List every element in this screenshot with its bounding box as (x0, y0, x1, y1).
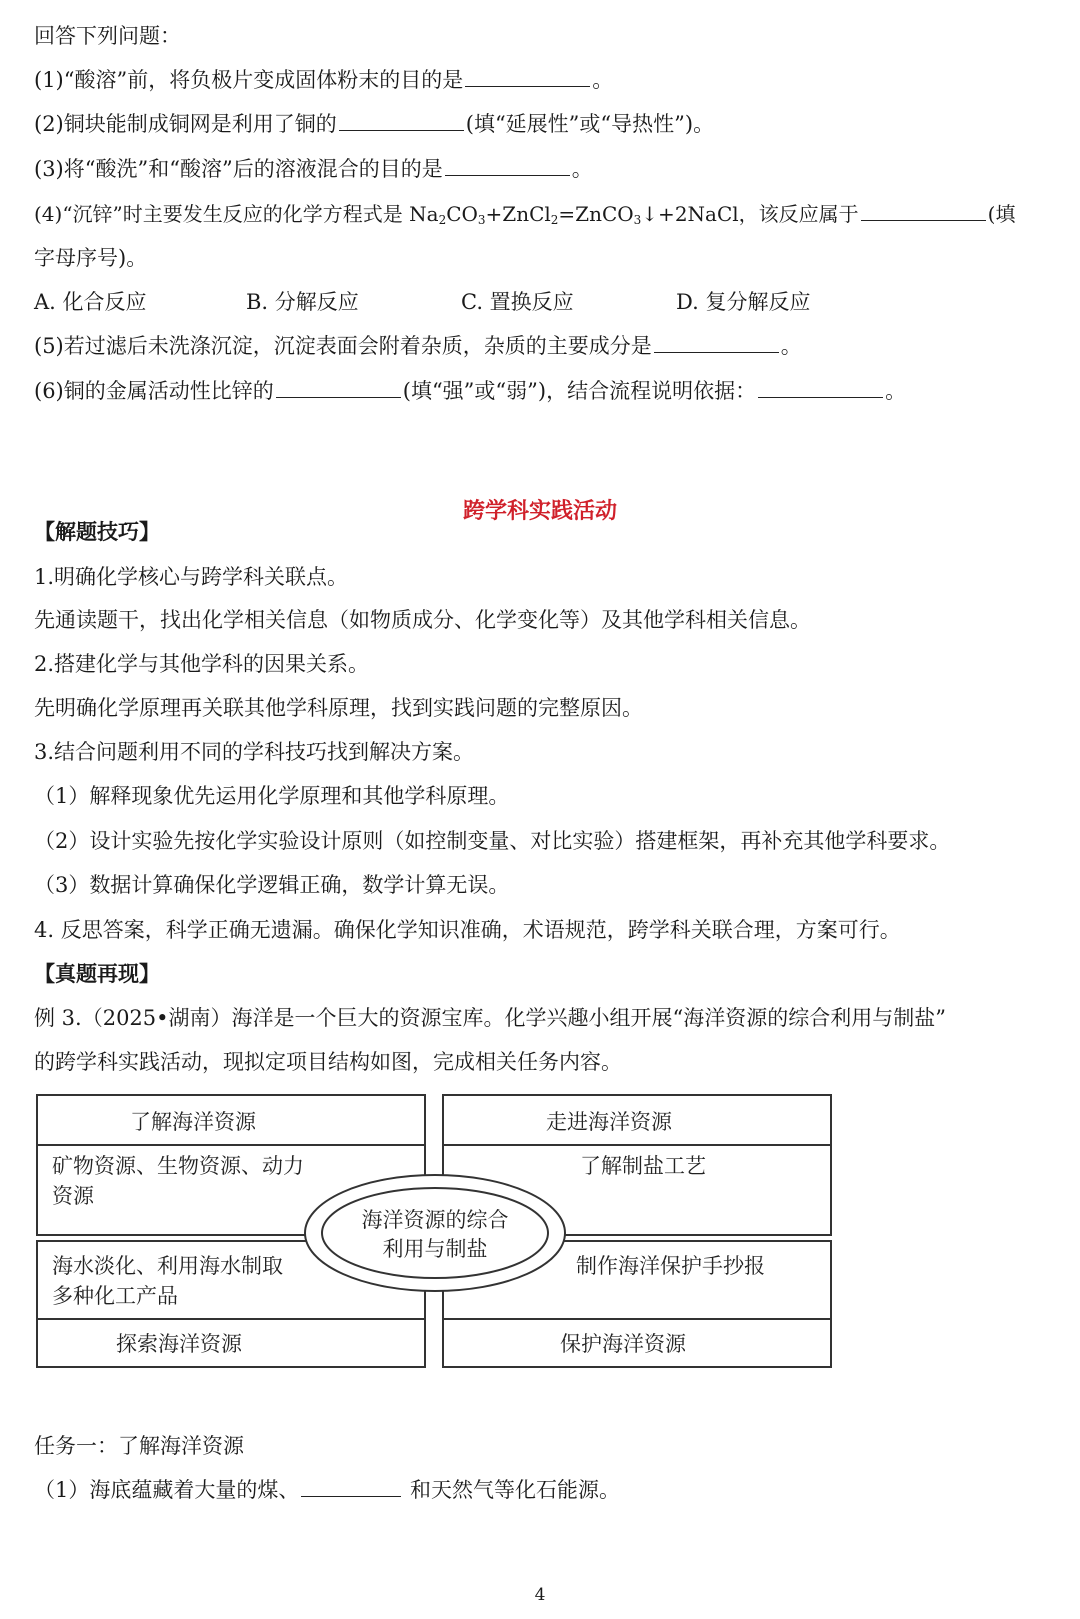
box-top-right-heading: 走进海洋资源 (546, 1110, 672, 1134)
question-3-end: 。 (571, 157, 593, 181)
option-d: D. 复分解反应 (676, 290, 811, 314)
tip-line: （3）数据计算确保化学逻辑正确，数学计算无误。 (34, 873, 510, 897)
question-2-hint: (填“延展性”或“导热性”)。 (465, 112, 715, 136)
tip-line: 4. 反思答案，科学正确无遗漏。确保化学知识准确，术语规范，跨学科关联合理，方案可行。 (34, 918, 901, 942)
option-a: A. 化合反应 (34, 290, 147, 314)
question-6-end: 。 (885, 379, 907, 403)
question-6-hint: (填“强”或“弱”)，结合流程说明依据： (402, 379, 757, 403)
box-top-left-heading: 了解海洋资源 (130, 1110, 256, 1134)
box-top-left-body-1: 矿物资源、生物资源、动力 (52, 1154, 304, 1178)
example-line-2: 的跨学科实践活动，现拟定项目结构如图，完成相关任务内容。 (34, 1050, 622, 1074)
question-3-text: (3)将“酸洗”和“酸溶”后的溶液混合的目的是 (34, 157, 443, 181)
box-bottom-right-body: 制作海洋保护手抄报 (576, 1254, 765, 1278)
tip-line: 3.结合问题利用不同的学科技巧找到解决方案。 (34, 740, 475, 764)
question-5-text: (5)若过滤后未洗涤沉淀，沉淀表面会附着杂质，杂质的主要成分是 (34, 334, 652, 358)
center-text-2: 利用与制盐 (382, 1237, 488, 1261)
task-title: 任务一：了解海洋资源 (34, 1434, 244, 1458)
question-4-text-e: ↓+2NaCl，该反应属于 (641, 202, 859, 226)
question-4 (34, 200, 1015, 234)
answer-blank[interactable] (301, 1476, 401, 1497)
question-4-line-2: 字母序号)。 (34, 246, 148, 270)
subscript: 3 (633, 213, 642, 227)
divider (38, 1144, 424, 1146)
example-line-1: 例 3.（2025•湖南）海洋是一个巨大的资源宝库。化学兴趣小组开展“海洋资源的综合利用与制盐” (34, 1006, 947, 1030)
tip-line: （2）设计实验先按化学实验设计原则（如控制变量、对比实验）搭建框架，再补充其他学科要求。 (34, 829, 951, 853)
question-1-end: 。 (592, 68, 614, 92)
divider (444, 1144, 830, 1146)
center-text-1: 海洋资源的综合 (361, 1208, 509, 1232)
box-bottom-right-footer: 保护海洋资源 (560, 1332, 686, 1356)
section-title: 跨学科实践活动 (462, 498, 617, 524)
question-2 (34, 110, 714, 138)
box-bottom-left-footer: 探索海洋资源 (116, 1332, 242, 1356)
tips-heading: 【解题技巧】 (34, 519, 160, 544)
box-top-right-body: 了解制盐工艺 (580, 1154, 706, 1178)
answer-blank[interactable] (758, 377, 883, 398)
question-6 (34, 377, 906, 405)
question-6-text: (6)铜的金属活动性比锌的 (34, 379, 274, 403)
box-bottom-left-body-2: 多种化工产品 (52, 1284, 178, 1308)
tip-line: 先通读题干，找出化学相关信息（如物质成分、化学变化等）及其他学科相关信息。 (34, 608, 811, 632)
question-5 (34, 332, 802, 360)
task-question-1-text: （1）海底蕴藏着大量的煤、 (34, 1478, 300, 1502)
tip-line: （1）解释现象优先运用化学原理和其他学科原理。 (34, 784, 510, 808)
tip-line: 2.搭建化学与其他学科的因果关系。 (34, 652, 370, 676)
option-b: B. 分解反应 (246, 290, 359, 314)
question-5-end: 。 (780, 334, 802, 358)
question-1 (34, 66, 613, 94)
task-question-1-end: 和天然气等化石能源。 (403, 1478, 621, 1502)
answer-blank[interactable] (445, 155, 570, 176)
page-number: 4 (534, 1585, 546, 1605)
question-1-text: (1)“酸溶”前，将负极片变成固体粉末的目的是 (34, 68, 464, 92)
answer-blank[interactable] (465, 66, 590, 87)
question-2-text: (2)铜块能制成铜网是利用了铜的 (34, 112, 337, 136)
tip-line: 先明确化学原理再关联其他学科原理，找到实践问题的完整原因。 (34, 696, 643, 720)
answer-blank[interactable] (276, 377, 401, 398)
divider (444, 1318, 830, 1320)
answer-blank[interactable] (861, 200, 986, 221)
question-4-text-f: (填 (987, 202, 1016, 226)
real-heading: 【真题再现】 (34, 961, 160, 986)
tip-line: 1.明确化学核心与跨学科关联点。 (34, 565, 349, 589)
options-row (34, 288, 934, 316)
task-question-1 (34, 1476, 620, 1504)
question-4-text-b: CO (446, 202, 478, 226)
question-3 (34, 155, 593, 183)
option-c: C. 置换反应 (461, 290, 574, 314)
divider (38, 1318, 424, 1320)
question-4-text-a: (4)“沉锌”时主要发生反应的化学方程式是 Na (34, 202, 439, 226)
question-4-text-d: =ZnCO (558, 202, 634, 226)
subscript: 2 (438, 213, 447, 227)
subscript: 3 (477, 213, 486, 227)
answer-blank[interactable] (654, 332, 779, 353)
box-top-left-body-2: 资源 (52, 1184, 94, 1208)
intro-text: 回答下列问题： (34, 24, 181, 48)
box-bottom-left-body-1: 海水淡化、利用海水制取 (52, 1254, 283, 1278)
question-4-text-c: +ZnCl (485, 202, 551, 226)
answer-blank[interactable] (339, 110, 464, 131)
subscript: 2 (550, 213, 559, 227)
